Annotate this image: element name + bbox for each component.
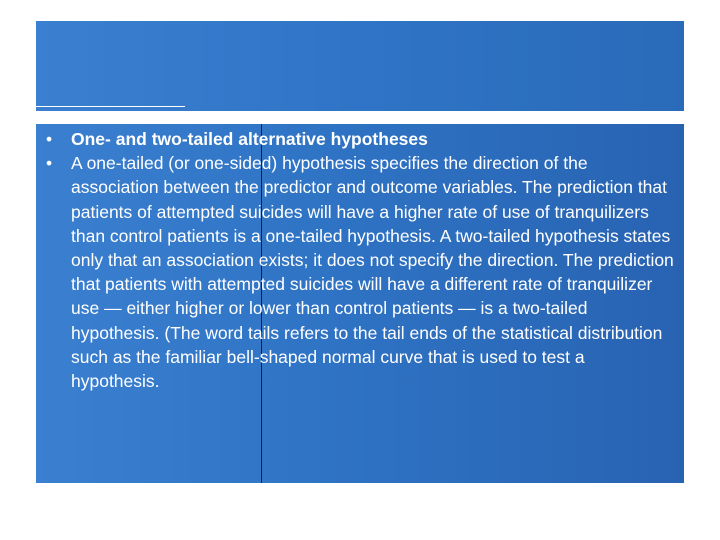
bullet-marker-icon: • bbox=[46, 153, 53, 174]
bullet-text: One- and two-tailed alternative hypotheses bbox=[71, 129, 428, 149]
bullet-list bbox=[46, 127, 676, 393]
title-underline bbox=[36, 106, 185, 107]
bullet-item-body bbox=[46, 151, 676, 393]
bullet-text: A one-tailed (or one-sided) hypothesis specifies the direction of the association between the predictor and outcome variables. The prediction that patients of attempted suicides will have a higher rate of use of tranquilizers than control patients is a one-tailed hypothesis. A two-tailed hypothesis states only that an association exists; it does not specify the direction. The prediction that patients with attempted suicides will have a different rate of tranquilizer use — either higher or lower than control patients — is a two-tailed hypothesis. (The word tails refers to the tail ends of the statistical distribution such as the familiar bell-shaped normal curve that is used to test a hypothesis. bbox=[71, 153, 674, 392]
bullet-marker-icon: • bbox=[46, 129, 53, 149]
title-placeholder bbox=[36, 21, 684, 111]
bullet-item-heading bbox=[46, 127, 676, 151]
